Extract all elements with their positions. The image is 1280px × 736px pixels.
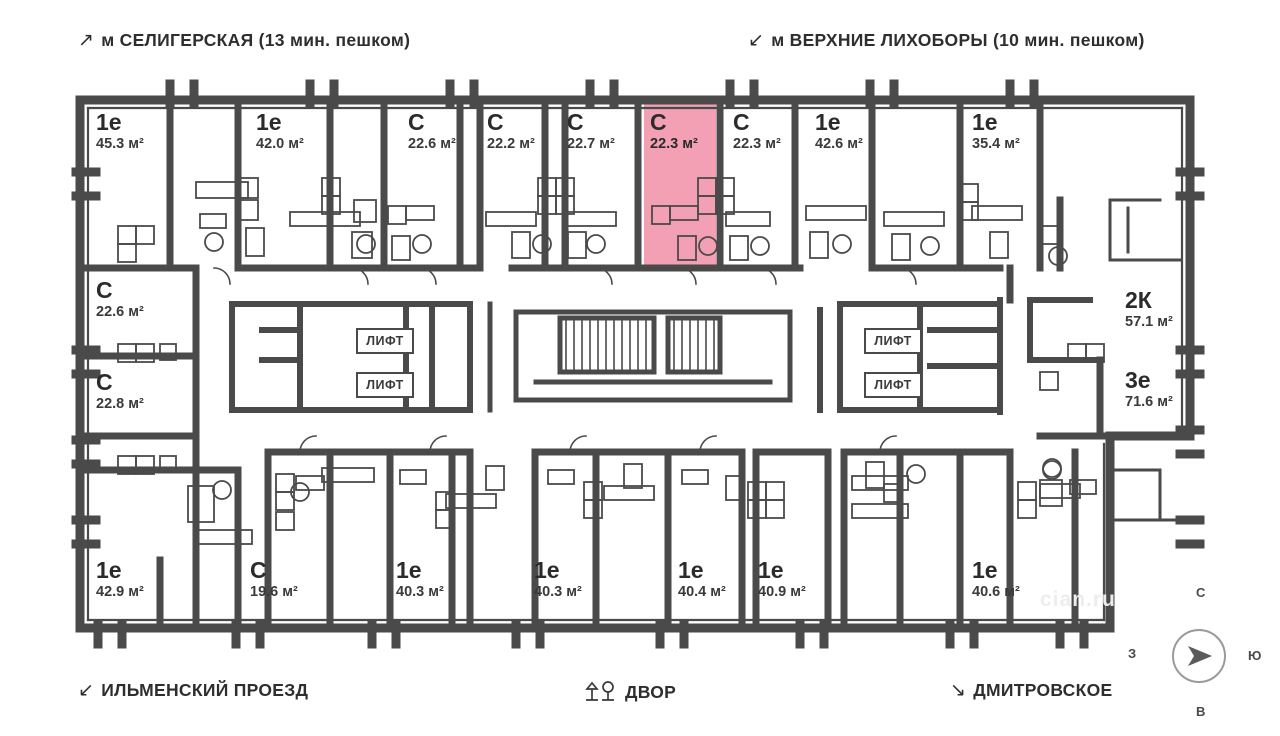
unit-type: 1е [678, 557, 704, 583]
arrow-down-left-icon: ↙ [748, 30, 765, 51]
unit-type: 1е [396, 557, 422, 583]
bottom-label-dmitrovskoe[interactable] [950, 680, 1112, 701]
unit-area: 45.3 м² [96, 136, 144, 153]
unit-c-22-6a[interactable] [408, 110, 456, 152]
unit-c-22-6b[interactable] [96, 278, 144, 320]
unit-type: С [96, 277, 113, 303]
unit-1e-40-4[interactable] [678, 558, 726, 600]
bottom-label-ilmensky-proezd[interactable] [78, 680, 308, 701]
unit-type: 1е [96, 557, 122, 583]
unit-area: 22.6 м² [96, 304, 144, 321]
unit-type: 1е [972, 109, 998, 135]
compass-needle-icon [1172, 629, 1226, 683]
unit-type: 3е [1125, 367, 1151, 393]
unit-type: С [733, 109, 750, 135]
unit-c-22-3a-selected[interactable] [650, 110, 698, 152]
unit-1e-42-6[interactable] [815, 110, 863, 152]
unit-area: 42.6 м² [815, 136, 863, 153]
unit-area: 22.3 м² [733, 136, 781, 153]
unit-c-22-3b[interactable] [733, 110, 781, 152]
arrow-up-right-icon: ↗ [78, 30, 95, 51]
unit-area: 22.8 м² [96, 396, 144, 413]
unit-area: 35.4 м² [972, 136, 1020, 153]
unit-type: С [650, 109, 667, 135]
unit-area: 22.6 м² [408, 136, 456, 153]
bottom-label-text: ИЛЬМЕНСКИЙ ПРОЕЗД [101, 680, 309, 700]
unit-type: 1е [534, 557, 560, 583]
unit-type: 2К [1125, 287, 1152, 313]
unit-1e-42-0[interactable] [256, 110, 304, 152]
bottom-label-text: ДМИТРОВСКОЕ [973, 680, 1113, 700]
unit-1e-40-3a[interactable] [396, 558, 444, 600]
unit-area: 57.1 м² [1125, 314, 1173, 331]
unit-type: 1е [815, 109, 841, 135]
unit-area: 19.6 м² [250, 584, 298, 601]
unit-area: 42.9 м² [96, 584, 144, 601]
unit-area: 40.9 м² [758, 584, 806, 601]
bottom-label-text: ДВОР [625, 681, 677, 702]
unit-1e-40-3b[interactable] [534, 558, 582, 600]
unit-area: 40.6 м² [972, 584, 1020, 601]
courtyard-icon [584, 680, 618, 704]
unit-c-22-8[interactable] [96, 370, 144, 412]
unit-area: 40.3 м² [396, 584, 444, 601]
unit-c-22-7[interactable] [567, 110, 615, 152]
lift-left-top [356, 328, 414, 354]
top-label-text: м СЕЛИГЕРСКАЯ (13 мин. пешком) [101, 30, 411, 50]
unit-type: С [487, 109, 504, 135]
arrow-down-right-icon: ↘ [950, 680, 967, 701]
lift-left-bottom [356, 372, 414, 398]
unit-type: 1е [256, 109, 282, 135]
unit-type: 1е [758, 557, 784, 583]
unit-type: 1е [96, 109, 122, 135]
lift-label: ЛИФТ [366, 334, 404, 348]
lift-right-top [864, 328, 922, 354]
unit-type: 1е [972, 557, 998, 583]
unit-type: С [250, 557, 267, 583]
lift-label: ЛИФТ [874, 334, 912, 348]
unit-type: С [567, 109, 584, 135]
lift-right-bottom [864, 372, 922, 398]
unit-area: 42.0 м² [256, 136, 304, 153]
bottom-label-courtyard[interactable] [584, 680, 676, 704]
watermark: cian.ru [1040, 588, 1116, 611]
unit-1e-40-6[interactable] [972, 558, 1020, 600]
compass-label-south: Ю [1248, 648, 1262, 663]
unit-type: С [408, 109, 425, 135]
unit-1e-45-3[interactable] [96, 110, 144, 152]
arrow-down-left-icon: ↙ [78, 680, 95, 701]
unit-area: 40.3 м² [534, 584, 582, 601]
unit-2k-57-1[interactable] [1125, 288, 1173, 330]
compass-label-north: С [1196, 585, 1206, 600]
top-label-text: м ВЕРХНИЕ ЛИХОБОРЫ (10 мин. пешком) [771, 30, 1145, 50]
unit-3e-71-6[interactable] [1125, 368, 1173, 410]
unit-c-19-6[interactable] [250, 558, 298, 600]
unit-c-22-2[interactable] [487, 110, 535, 152]
unit-type: С [96, 369, 113, 395]
lift-label: ЛИФТ [874, 378, 912, 392]
unit-area: 71.6 м² [1125, 394, 1173, 411]
unit-1e-40-9[interactable] [758, 558, 806, 600]
unit-area: 40.4 м² [678, 584, 726, 601]
compass-label-west: З [1128, 646, 1137, 661]
lift-label: ЛИФТ [366, 378, 404, 392]
unit-area: 22.7 м² [567, 136, 615, 153]
unit-area: 22.3 м² [650, 136, 698, 153]
unit-area: 22.2 м² [487, 136, 535, 153]
unit-1e-35-4[interactable] [972, 110, 1020, 152]
compass-label-east: В [1196, 704, 1206, 719]
unit-1e-42-9[interactable] [96, 558, 144, 600]
